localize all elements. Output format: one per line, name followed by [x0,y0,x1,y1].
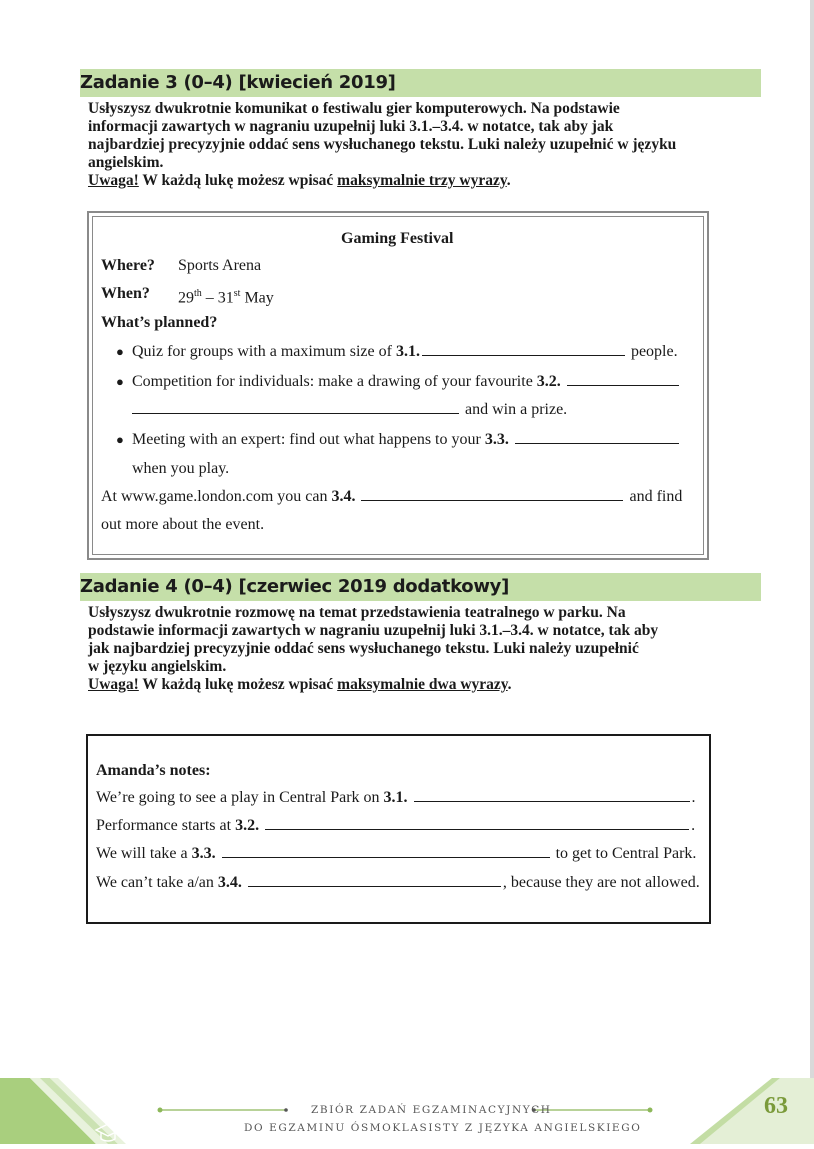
b2-text: Competition for individuals: make a drawing of your favourite [132,373,537,390]
l4-end2: out more about the event. [101,516,265,533]
task3-warning-text: W każdą lukę możesz wpisać [138,172,338,189]
gap-3-4-line[interactable] [361,499,623,501]
task3-warning-label: Uwaga! [88,172,139,189]
task3-warning-limit: maksymalnie trzy wyrazy [337,172,507,189]
gap-3-4-label: 3.4. [331,488,356,505]
task3-instr-line-4: angielskim. [88,154,164,171]
gap-3-2-line-b[interactable] [132,412,459,414]
gap-3-1-line[interactable] [422,354,625,356]
page-footer [0,1078,814,1144]
when-month: May [240,289,274,307]
l4-end: and find [625,488,683,505]
a3-end: to get to Central Park. [551,845,697,862]
task3-header [80,69,761,97]
task3-warning [88,172,710,190]
gap-3-3-line[interactable] [515,442,679,444]
l4-text: At www.game.london.com you can [101,488,332,505]
task4-instr-line-2: podstawie informacji zawartych w nagraniu uzupełnij luki 3.1.–3.4. w notatce, tak aby [88,622,659,639]
b3-end: when you play. [132,460,230,477]
footer-title-line2: DO EGZAMINU ÓSMOKLASISTY Z JĘZYKA ANGIELSKIEGO [244,1122,642,1134]
a-gap-3-2-line[interactable] [265,828,689,830]
amanda-line-2 [96,816,695,836]
when-value [178,284,274,308]
b1-end: people. [626,343,678,360]
task4-header [80,573,761,601]
task4-warning-label: Uwaga! [88,676,139,693]
task3-instr-line-3: najbardziej precyzyjnie oddać sens wysłuchanego tekstu. Luki należy uzupełnić w języku [88,136,677,153]
gap-3-2-line-a[interactable] [567,384,679,386]
a3-text: We will take a [96,845,192,862]
gap-3-1-label: 3.1. [395,343,420,360]
amanda-line-3 [96,844,696,864]
a4-text: We can’t take a/an [96,874,218,891]
when-label: When? [101,285,150,302]
footer-title-line1: ZBIÓR ZADAŃ EGZAMINACYJNYCH [311,1104,552,1116]
task4-instructions [88,604,710,694]
a-gap-3-3-label: 3.3. [191,845,216,862]
when-sup1: th [194,288,202,299]
a-gap-3-1-label: 3.1. [383,789,408,806]
a-gap-3-1-line[interactable] [414,800,690,802]
gap-3-2-label: 3.2. [536,373,561,390]
task4-instr-line-4: w języku angielskim. [88,658,227,675]
a4-end: , because they are not allowed. [502,874,700,891]
a-gap-3-2-label: 3.2. [235,817,260,834]
where-value: Sports Arena [178,257,262,274]
a-gap-3-4-label: 3.4. [217,874,242,891]
task3-header-text: Zadanie 3 (0–4) [kwiecień 2019] [80,72,396,93]
task3-warning-end: . [506,172,511,189]
task3-instructions [88,100,710,190]
task4-warning-limit: maksymalnie dwa wyrazy [337,676,508,693]
task4-header-text: Zadanie 4 (0–4) [czerwiec 2019 dodatkowy] [80,576,510,597]
task4-warning-text: W każdą lukę możesz wpisać [138,676,338,693]
a-gap-3-4-line[interactable] [248,885,501,887]
bullet-icon: ● [116,432,124,447]
amanda-line-1 [96,788,696,808]
bullet-icon: ● [116,344,124,359]
a2-end: . [691,817,696,834]
task4-instr-line-1: Usłyszysz dwukrotnie rozmowę na temat przedstawienia teatralnego w parku. Na [88,604,626,621]
a-gap-3-3-line[interactable] [222,856,550,858]
bullet-2-cont [132,400,567,420]
a1-end: . [691,789,696,806]
page-number: 63 [764,1093,788,1119]
amanda-line-4 [96,873,700,893]
a1-text: We’re going to see a play in Central Park on [96,789,384,806]
a2-text: Performance starts at [96,817,236,834]
task4-warning-end: . [507,676,512,693]
page-edge [810,0,814,1144]
task4-warning [88,676,710,694]
b3-text: Meeting with an expert: find out what happens to your [132,431,485,448]
planned-label: What’s planned? [101,314,218,331]
bullet-1 [132,342,678,362]
b1-text: Quiz for groups with a maximum size of [132,343,396,360]
bullet-3 [132,430,681,450]
amanda-title: Amanda’s notes: [96,762,211,779]
bullet-icon: ● [116,374,124,389]
task4-instr-line-3: jak najbardziej precyzyjnie oddać sens wysłuchanego tekstu. Luki należy uzupełnić [88,640,639,657]
when-mid: – 31 [201,289,234,307]
bullet-2 [132,372,681,392]
where-label: Where? [101,257,155,274]
task3-instr-line-2: informacji zawartych w nagraniu uzupełnij luki 3.1.–3.4. w notatce, tak aby jak [88,118,614,135]
when-day1: 29 [178,289,194,307]
note-title: Gaming Festival [341,230,454,247]
line-3-4 [101,487,682,507]
gap-3-3-label: 3.3. [484,431,509,448]
task3-instr-line-1: Usłyszysz dwukrotnie komunikat o festiwalu gier komputerowych. Na podstawie [88,100,620,117]
b2-end: and win a prize. [461,401,568,418]
when-sup2: st [233,288,241,299]
